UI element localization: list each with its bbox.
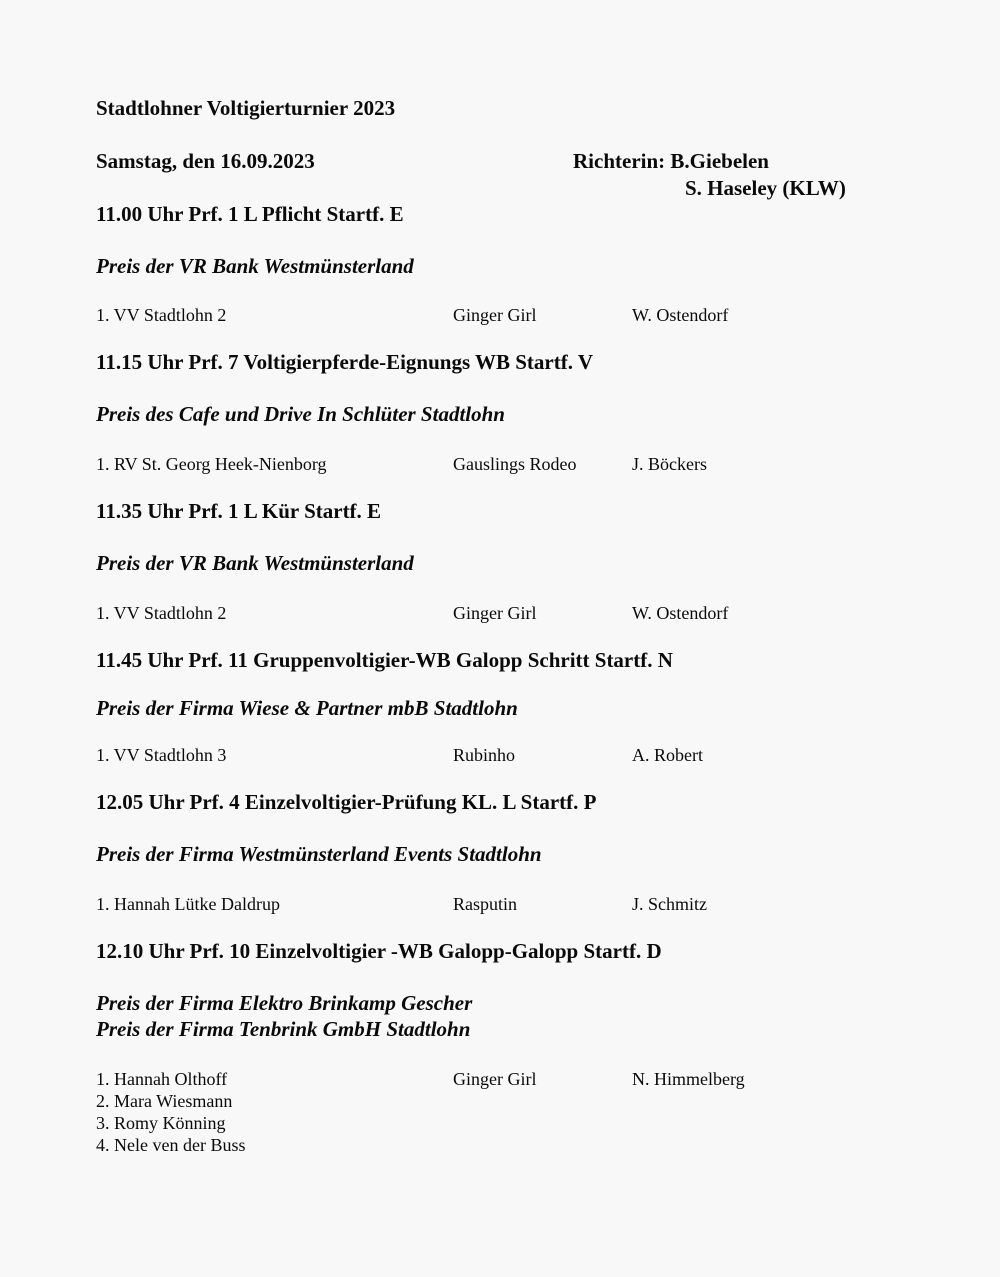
section-heading: 12.10 Uhr Prf. 10 Einzelvoltigier -WB Galopp-Galopp Startf. D [96, 939, 662, 963]
result-name: 1. Hannah Olthoff [96, 1069, 228, 1089]
section-heading: 11.15 Uhr Prf. 7 Voltigierpferde-Eignungs WB Startf. V [96, 350, 594, 374]
result-longeur: J. Schmitz [632, 894, 707, 914]
result-name: 1. VV Stadtlohn 3 [96, 745, 227, 765]
judge-label: Richterin: B.Giebelen [573, 149, 769, 173]
result-horse: Ginger Girl [453, 603, 537, 623]
result-longeur: A. Robert [632, 745, 703, 765]
event-date: Samstag, den 16.09.2023 [96, 149, 315, 173]
document-title: Stadtlohner Voltigierturnier 2023 [96, 96, 396, 120]
result-horse: Ginger Girl [453, 1069, 537, 1089]
result-horse: Rasputin [453, 894, 518, 914]
judge-second-line: S. Haseley (KLW) [685, 176, 846, 200]
result-name: 2. Mara Wiesmann [96, 1091, 233, 1111]
section-heading: 12.05 Uhr Prf. 4 Einzelvoltigier-Prüfung KL. L Startf. P [96, 790, 597, 814]
result-longeur: W. Ostendorf [632, 305, 729, 325]
result-longeur: J. Böckers [632, 454, 707, 474]
prize-sponsor: Preis des Cafe und Drive In Schlüter Stadtlohn [96, 402, 505, 426]
prize-sponsor: Preis der VR Bank Westmünsterland [96, 254, 414, 278]
result-name: 4. Nele ven der Buss [96, 1135, 246, 1155]
result-horse: Rubinho [453, 745, 516, 765]
result-name: 1. VV Stadtlohn 2 [96, 305, 227, 325]
prize-sponsor: Preis der Firma Wiese & Partner mbB Stadtlohn [96, 696, 518, 720]
result-name: 1. Hannah Lütke Daldrup [96, 894, 280, 914]
prize-sponsor: Preis der Firma Elektro Brinkamp Gescher [96, 991, 473, 1015]
section-heading: 11.45 Uhr Prf. 11 Gruppenvoltigier-WB Galopp Schritt Startf. N [96, 648, 673, 672]
section-heading: 11.00 Uhr Prf. 1 L Pflicht Startf. E [96, 202, 404, 226]
result-longeur: W. Ostendorf [632, 603, 729, 623]
result-name: 1. VV Stadtlohn 2 [96, 603, 227, 623]
prize-sponsor: Preis der Firma Tenbrink GmbH Stadtlohn [96, 1017, 471, 1041]
prize-sponsor: Preis der VR Bank Westmünsterland [96, 551, 414, 575]
result-name: 1. RV St. Georg Heek-Nienborg [96, 454, 327, 474]
prize-sponsor: Preis der Firma Westmünsterland Events Stadtlohn [96, 842, 542, 866]
result-name: 3. Romy Könning [96, 1113, 226, 1133]
result-horse: Gauslings Rodeo [453, 454, 577, 474]
result-horse: Ginger Girl [453, 305, 537, 325]
section-heading: 11.35 Uhr Prf. 1 L Kür Startf. E [96, 499, 382, 523]
result-longeur: N. Himmelberg [632, 1069, 745, 1089]
